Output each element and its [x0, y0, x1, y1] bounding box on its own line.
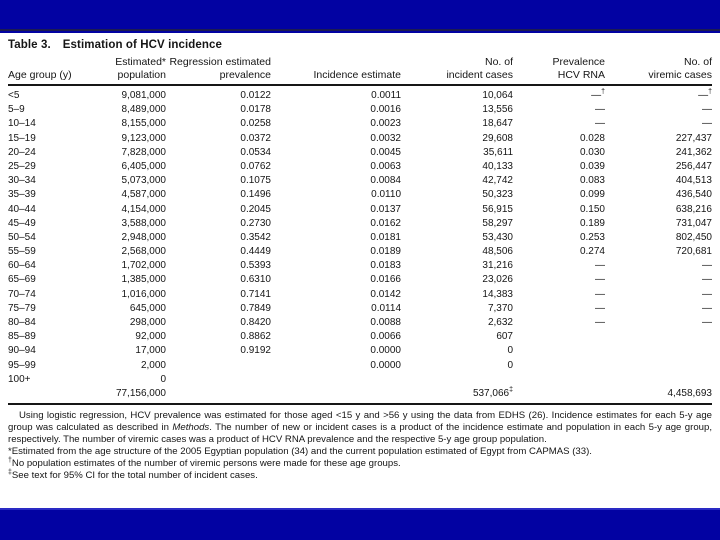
table-cell: 0.2730 — [240, 217, 271, 229]
table-cell: — — [702, 317, 712, 328]
table-cell: 9,081,000 — [121, 90, 166, 101]
table-cell: 0.2045 — [240, 203, 271, 215]
column-header: Regression estimated prevalence — [169, 56, 271, 81]
table-cell: — — [702, 302, 712, 314]
table-cell — [271, 373, 401, 387]
table-cell: 0.8420 — [240, 317, 271, 328]
table-cell: 0.0066 — [370, 331, 401, 343]
table-cell — [271, 387, 401, 401]
table-title — [8, 39, 712, 51]
table-cell: 1,016,000 — [121, 288, 166, 300]
table-cell: 0.0016 — [370, 104, 401, 116]
table-cell: — — [595, 317, 605, 328]
table-cell: 0.0023 — [370, 118, 401, 130]
table-cell: 0.099 — [579, 189, 605, 201]
table-cell: 7,828,000 — [121, 146, 166, 158]
table-cell: 0.0011 — [371, 90, 401, 101]
table-cell: — — [595, 288, 605, 300]
table-cell: 0.1496 — [240, 189, 271, 201]
table-cell — [513, 359, 605, 373]
table-cell: 3,588,000 — [121, 217, 166, 229]
table-cell: 23,026 — [482, 274, 513, 286]
table-cell: 7,370 — [487, 302, 513, 314]
column-header: Prevalence HCV RNA — [552, 56, 605, 81]
table-row — [8, 174, 712, 188]
table-cell: 5–9 — [8, 104, 25, 116]
table-cell: 537,066‡ — [472, 386, 513, 399]
table-cell: 607 — [496, 331, 513, 343]
table-cell: 0.0534 — [240, 146, 271, 158]
table-cell: 50,323 — [482, 189, 513, 201]
table-cell: 4,458,693 — [667, 387, 712, 399]
table-row — [8, 359, 712, 373]
table-cell: 8,489,000 — [121, 104, 166, 116]
table-cell: 80–84 — [8, 317, 36, 328]
table-row — [8, 273, 712, 287]
table-cell: 0.0762 — [240, 160, 271, 172]
table-row — [8, 231, 712, 245]
table-cell: 14,383 — [482, 288, 513, 300]
table-cell: 9,123,000 — [121, 132, 166, 144]
top-blue-band — [0, 0, 720, 31]
table-cell: 75–79 — [8, 302, 36, 314]
table-cell: 35,611 — [483, 146, 513, 158]
table-cell: 0.0142 — [370, 288, 401, 300]
table-cell: — — [595, 118, 605, 130]
table-row — [8, 316, 712, 330]
table-cell: 298,000 — [129, 317, 166, 328]
table-cell: 35–39 — [8, 189, 36, 201]
table-cell: 50–54 — [8, 231, 36, 243]
table-cell: 0.0181 — [370, 231, 401, 243]
table-cell: 0.0084 — [370, 175, 401, 187]
total-row — [8, 387, 712, 401]
table-cell: 0.0372 — [240, 132, 271, 144]
table-body — [8, 86, 712, 405]
table-cell: — — [595, 274, 605, 286]
table-cell: 731,047 — [675, 217, 712, 229]
table-cell — [605, 330, 712, 344]
column-header: Incidence estimate — [313, 68, 401, 81]
table-cell: 40,133 — [482, 160, 513, 172]
table-cell: — — [702, 274, 712, 286]
table-cell: 0.0000 — [370, 359, 401, 371]
table-cell: 0.028 — [579, 132, 605, 144]
table-cell: 0.7141 — [240, 288, 271, 300]
table-row — [8, 160, 712, 174]
footnote-marker: † — [8, 456, 12, 464]
table-caption: Estimation of HCV incidence — [62, 39, 223, 51]
table-cell — [605, 373, 712, 387]
footnote-item: ‡See text for 95% CI for the total number of incident cases. — [8, 468, 258, 482]
table-cell: 0.189 — [579, 217, 605, 229]
table-cell — [513, 344, 605, 358]
table-row — [8, 89, 712, 103]
footnote-methods-ref: Methods — [172, 422, 210, 434]
table-cell: 95–99 — [8, 359, 36, 371]
table-cell — [166, 359, 271, 373]
table-cell: — — [595, 260, 605, 272]
footnote-items — [8, 446, 712, 482]
table-cell: 77,156,000 — [115, 387, 166, 399]
table-cell: 0.0183 — [370, 260, 401, 272]
table-cell: 0.1075 — [240, 175, 271, 187]
table-row — [8, 217, 712, 231]
table-cell: 0.0114 — [371, 302, 401, 314]
footnote-general — [8, 410, 712, 446]
table-cell: 58,297 — [482, 217, 513, 229]
table-cell: 53,430 — [482, 231, 513, 243]
table-cell: 13,556 — [482, 104, 513, 116]
table-cell: 0.6310 — [240, 274, 271, 286]
table-cell — [166, 373, 271, 387]
table-row — [8, 302, 712, 316]
table-row — [8, 188, 712, 202]
table-cell: 6,405,000 — [121, 160, 166, 172]
table-cell: 0.0166 — [370, 274, 401, 286]
table-cell — [513, 330, 605, 344]
table-cell: 720,681 — [675, 246, 712, 258]
table-cell: 55–59 — [8, 246, 36, 258]
table-cell: — — [702, 118, 712, 130]
table-row — [8, 259, 712, 273]
table-cell: 0.0189 — [370, 246, 401, 258]
table-cell: 0 — [507, 345, 513, 357]
table-row — [8, 373, 712, 387]
column-header: Estimated* population — [115, 56, 166, 81]
table-row — [8, 203, 712, 217]
table-cell: 638,216 — [675, 203, 712, 215]
table-cell: 645,000 — [129, 302, 166, 314]
table-cell: 0.274 — [579, 246, 605, 258]
table-cell: 42,742 — [482, 175, 513, 187]
table-cell: 2,000 — [140, 359, 166, 371]
table-cell: 70–74 — [8, 288, 36, 300]
table-cell: 0.0162 — [370, 217, 401, 229]
table-cell: 29,608 — [482, 132, 513, 144]
table-row — [8, 330, 712, 344]
table-cell — [166, 387, 271, 401]
table-row — [8, 344, 712, 358]
table-cell — [605, 344, 712, 358]
table-cell: 65–69 — [8, 274, 36, 286]
table-cell: 1,702,000 — [121, 260, 166, 272]
table-cell: 40–44 — [8, 203, 36, 215]
table-row — [8, 117, 712, 131]
table-cell: 10–14 — [8, 118, 36, 130]
table-cell: 802,450 — [675, 231, 712, 243]
table-footnotes — [8, 410, 712, 482]
table-cell: 0.0032 — [370, 132, 401, 144]
table-number: Table 3. — [8, 39, 51, 51]
table-cell: 90–94 — [8, 345, 36, 357]
footnote-marker: ‡ — [8, 468, 12, 476]
table-cell: — — [702, 288, 712, 300]
table-cell: 0.0110 — [371, 189, 401, 201]
table-cell: —† — [591, 88, 605, 101]
footnote-item: *Estimated from the age structure of the 2005 Egyptian population (34) and the current population estimated of Egypt from CAPMAS (33). — [8, 446, 592, 458]
table-cell: 0.083 — [579, 175, 605, 187]
table-cell: 92,000 — [135, 331, 166, 343]
table-cell: 0.4449 — [240, 246, 271, 258]
table-cell: 48,506 — [482, 246, 513, 258]
table-cell: 436,540 — [675, 189, 712, 201]
table-cell: 0.0045 — [370, 146, 401, 158]
table-cell: 0.0137 — [370, 203, 401, 215]
table-cell: 227,437 — [675, 132, 712, 144]
table-cell: 2,632 — [487, 317, 513, 328]
table-cell: 0.253 — [579, 231, 605, 243]
table-cell: 0.150 — [579, 203, 605, 215]
table-cell — [401, 373, 513, 387]
table-cell: <5 — [8, 90, 20, 101]
table-cell: —† — [698, 88, 712, 101]
table-cell: 45–49 — [8, 217, 36, 229]
column-header: Age group (y) — [8, 68, 72, 81]
table-panel — [0, 33, 720, 508]
table-cell: 0 — [160, 373, 166, 385]
table-row — [8, 103, 712, 117]
table-cell: 0.0122 — [240, 90, 271, 101]
footnote-marker: * — [8, 446, 12, 458]
table-row — [8, 288, 712, 302]
table-cell — [513, 387, 605, 401]
table-row — [8, 132, 712, 146]
table-cell: 0 — [507, 359, 513, 371]
table-cell: 4,154,000 — [121, 203, 166, 215]
table-cell: 0.039 — [579, 160, 605, 172]
table-header-row — [8, 56, 712, 86]
table-cell: 0.9192 — [240, 345, 271, 357]
table-cell: 18,647 — [482, 118, 513, 130]
table-cell: — — [595, 104, 605, 116]
table-cell — [605, 359, 712, 373]
table-cell: 404,513 — [675, 175, 712, 187]
table-cell: 0.0000 — [370, 345, 401, 357]
footnote-item: †No population estimates of the number of viremic persons were made for these age groups. — [8, 456, 401, 470]
table-cell: 256,447 — [675, 160, 712, 172]
table-cell: 0.0178 — [240, 104, 271, 116]
table-cell: 0.0063 — [370, 160, 401, 172]
table-cell: 0.7849 — [240, 302, 271, 314]
table-cell: 10,064 — [482, 90, 513, 101]
table-cell: 0.0258 — [240, 118, 271, 130]
column-header: No. of viremic cases — [648, 56, 712, 81]
table-cell: 241,362 — [675, 146, 712, 158]
table-cell: — — [702, 104, 712, 116]
table-cell: 4,587,000 — [121, 189, 166, 201]
table-row — [8, 146, 712, 160]
bottom-blue-band — [0, 508, 720, 540]
table-cell: — — [595, 302, 605, 314]
table-cell: 17,000 — [135, 345, 166, 357]
table-cell: 85–89 — [8, 331, 36, 343]
table-cell: 60–64 — [8, 260, 36, 272]
table-cell: 1,385,000 — [121, 274, 166, 286]
table-cell: 5,073,000 — [121, 175, 166, 187]
table-row — [8, 245, 712, 259]
table-cell: 2,568,000 — [121, 246, 166, 258]
table-cell: 8,155,000 — [121, 118, 166, 130]
table-cell: 15–19 — [8, 132, 36, 144]
table-cell: 31,216 — [482, 260, 513, 272]
table-cell: 0.0088 — [370, 317, 401, 328]
table-cell: 100+ — [8, 373, 31, 385]
table-cell: 25–29 — [8, 160, 36, 172]
table-cell: 30–34 — [8, 175, 36, 187]
table-cell: 0.5393 — [240, 260, 271, 272]
table-cell: 0.8862 — [240, 331, 271, 343]
table-cell — [8, 387, 96, 401]
table-cell: 0.3542 — [240, 231, 271, 243]
table-cell: 0.030 — [579, 146, 605, 158]
footnote-general-text-1: Using logistic regression, HCV prevalence was estimated for those aged <15 y and >56 y using the data from EDHS (26). Incidence estimates for each 5-y age group was calculated as described in — [8, 410, 712, 434]
footnote-general-text-2: . The number of new or incident cases is a product of the incidence estimate and population in each 5-y age group, respectively. The number of viremic cases was a product of HCV RNA prevalence and the respective 5-y age group population. — [8, 422, 712, 446]
table-cell: 20–24 — [8, 146, 36, 158]
table-cell: 2,948,000 — [121, 231, 166, 243]
table-cell — [513, 373, 605, 387]
table-cell: — — [702, 260, 712, 272]
table-cell: 56,915 — [482, 203, 513, 215]
column-header: No. of incident cases — [446, 56, 513, 81]
